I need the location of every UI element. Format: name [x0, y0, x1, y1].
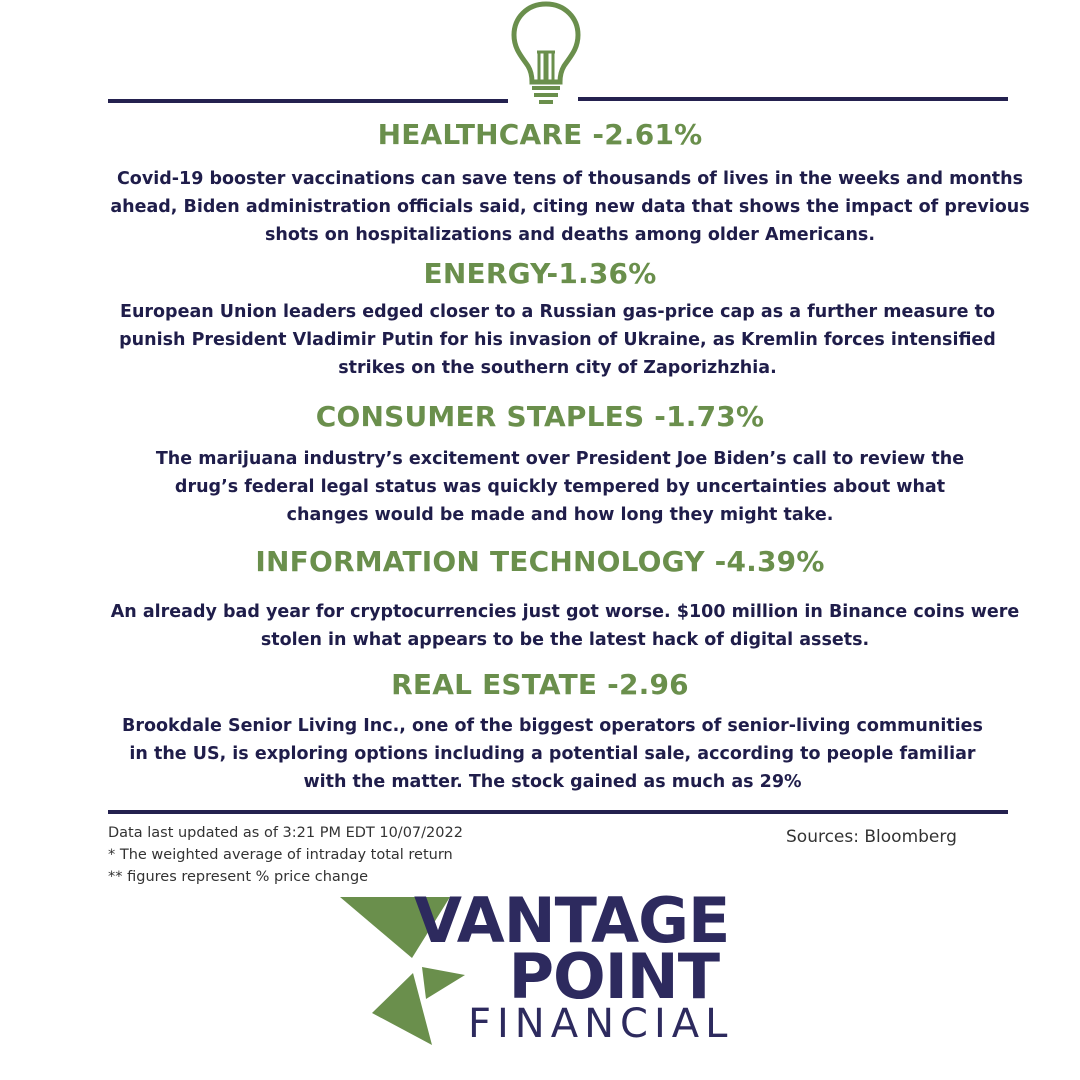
consumer-staples-body: The marijuana industry’s excitement over President Joe Biden’s call to review the drug’s federal legal status was quickly tempered by uncertainties about what changes would be made and how long they might take. [155, 449, 965, 525]
consumer-staples-heading: CONSUMER STAPLES -1.73% [315, 400, 765, 433]
top-rule-right [578, 97, 1008, 101]
information-technology-heading: INFORMATION TECHNOLOGY -4.39% [255, 545, 825, 578]
energy-heading: ENERGY-1.36% [423, 257, 657, 290]
real-estate-heading: REAL ESTATE -2.96 [391, 668, 689, 701]
logo-line-point: POINT [508, 940, 719, 1013]
logo-line-financial: FINANCIAL [468, 1001, 734, 1047]
weighted-average-note: * The weighted average of intraday total return [108, 847, 453, 863]
sources-note: Sources: Bloomberg [786, 827, 957, 847]
energy-body: European Union leaders edged closer to a Russian gas-price cap as a further measure to punish President Vladimir Putin for his invasion of Ukraine, as Kremlin forces intensified strikes on the southern city of Zaporizhzhia. [119, 302, 996, 378]
price-change-note: ** figures represent % price change [108, 869, 369, 885]
top-rule-left [108, 99, 508, 103]
healthcare-heading: HEALTHCARE -2.61% [377, 118, 703, 151]
information-technology-body: An already bad year for cryptocurrencies just got worse. $100 million in Binance coins were stolen in what appears to be the latest hack of digital assets. [110, 602, 1020, 650]
data-updated-note: Data last updated as of 3:21 PM EDT 10/07/2022 [108, 825, 463, 841]
healthcare-body: Covid-19 booster vaccinations can save tens of thousands of lives in the weeks and months ahead, Biden administration officials said, citing new data that shows the impact of previous shots on hospitalizations and deaths among older Americans. [110, 169, 1030, 245]
lightbulb-icon [508, 0, 584, 108]
bottom-rule [108, 810, 1008, 814]
logo-line-vantage: VANTAGE [414, 884, 730, 957]
real-estate-body: Brookdale Senior Living Inc., one of the biggest operators of senior-living communities in the US, is exploring options including a potential sale, according to people familiar with the matter. The stock gained as much as 29% [122, 716, 983, 792]
